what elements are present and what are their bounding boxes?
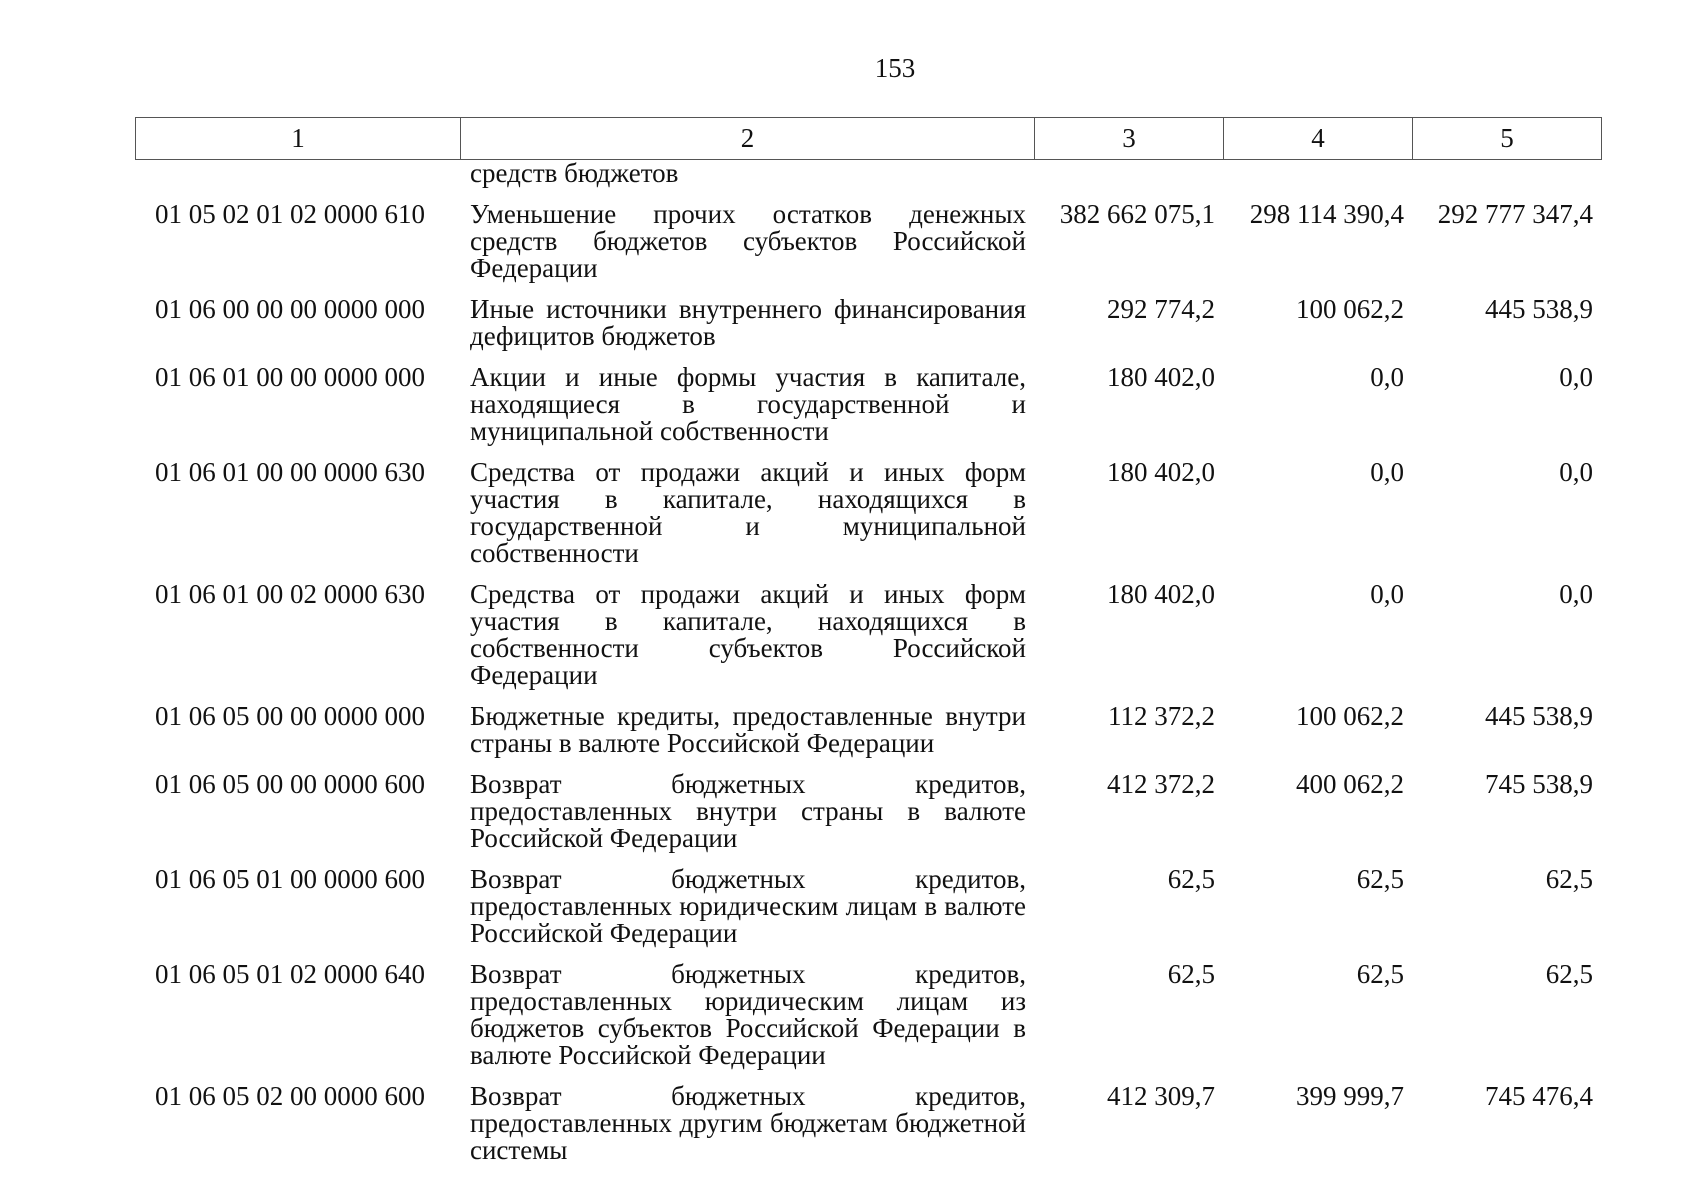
row-value-col5: 745 538,9 bbox=[1485, 769, 1593, 799]
row-value-col3: 62,5 bbox=[1167, 959, 1215, 989]
row-code: 01 06 01 00 00 0000 000 bbox=[155, 362, 425, 392]
row-code: 01 06 05 00 00 0000 600 bbox=[155, 769, 425, 799]
row-value-col5: 62,5 bbox=[1545, 864, 1593, 894]
row-description: Возврат бюджетных кредитов, предоставленных юридическим лицам в валюте Российской Федерации bbox=[470, 864, 1026, 948]
table-row bbox=[135, 567, 1601, 689]
row-value-col4: 62,5 bbox=[1356, 959, 1404, 989]
row-value-col5: 445 538,9 bbox=[1485, 701, 1593, 731]
row-value-col4: 400 062,2 bbox=[1296, 769, 1404, 799]
row-description: Бюджетные кредиты, предоставленные внутри страны в валюте Российской Федерации bbox=[470, 701, 1026, 758]
column-header-row bbox=[136, 118, 1602, 160]
row-value-col5: 445 538,9 bbox=[1485, 294, 1593, 324]
row-value-col4: 0,0 bbox=[1370, 579, 1404, 609]
row-value-col4: 62,5 bbox=[1356, 864, 1404, 894]
row-value-col4: 399 999,7 bbox=[1296, 1081, 1404, 1111]
row-code: 01 06 01 00 00 0000 630 bbox=[155, 457, 425, 487]
row-value-col5: 0,0 bbox=[1559, 579, 1593, 609]
row-description: Средства от продажи акций и иных форм участия в капитале, находящихся в государственной и муниципальной собственности bbox=[470, 457, 1026, 568]
table-row bbox=[135, 852, 1601, 947]
table-row bbox=[135, 350, 1601, 445]
column-header-4: 4 bbox=[1224, 118, 1413, 160]
table-row bbox=[135, 282, 1601, 350]
row-description: Акции и иные формы участия в капитале, находящиеся в государственной и муниципальной собственности bbox=[470, 362, 1026, 446]
row-code: 01 06 05 01 00 0000 600 bbox=[155, 864, 425, 894]
row-description: Иные источники внутреннего финансирования дефицитов бюджетов bbox=[470, 294, 1026, 351]
row-value-col4: 100 062,2 bbox=[1296, 294, 1404, 324]
row-description: Возврат бюджетных кредитов, предоставленных другим бюджетам бюджетной системы bbox=[470, 1081, 1026, 1165]
row-value-col4: 100 062,2 bbox=[1296, 701, 1404, 731]
row-value-col4: 298 114 390,4 bbox=[1249, 199, 1404, 229]
row-code: 01 06 01 00 02 0000 630 bbox=[155, 579, 425, 609]
row-value-col3: 382 662 075,1 bbox=[1059, 199, 1215, 229]
row-code: 01 06 05 00 00 0000 000 bbox=[155, 701, 425, 731]
row-value-col3: 62,5 bbox=[1167, 864, 1215, 894]
row-code: 01 06 05 02 00 0000 600 bbox=[155, 1081, 425, 1111]
row-code: 01 06 05 01 02 0000 640 bbox=[155, 959, 425, 989]
row-value-col5: 62,5 bbox=[1545, 959, 1593, 989]
table-row bbox=[135, 187, 1601, 282]
empty-code-cell bbox=[135, 160, 460, 187]
table-row bbox=[135, 445, 1601, 567]
row-value-col3: 412 372,2 bbox=[1107, 769, 1215, 799]
row-value-col4: 0,0 bbox=[1370, 362, 1404, 392]
table-row bbox=[135, 689, 1601, 757]
table-row bbox=[135, 947, 1601, 1069]
column-header-3: 3 bbox=[1035, 118, 1224, 160]
column-header-1: 1 bbox=[136, 118, 461, 160]
row-value-col3: 180 402,0 bbox=[1107, 579, 1215, 609]
continuation-text: средств бюджетов bbox=[470, 158, 679, 188]
row-value-col5: 0,0 bbox=[1559, 362, 1593, 392]
column-header-2: 2 bbox=[461, 118, 1035, 160]
column-header-5: 5 bbox=[1413, 118, 1602, 160]
row-description: Возврат бюджетных кредитов, предоставленных юридическим лицам из бюджетов субъектов Российской Федерации в валюте Российской Федерации bbox=[470, 959, 1026, 1070]
budget-table bbox=[135, 160, 1601, 1164]
column-header-table bbox=[135, 117, 1602, 160]
row-description: Средства от продажи акций и иных форм участия в капитале, находящихся в собственности субъектов Российской Федерации bbox=[470, 579, 1026, 690]
row-value-col3: 180 402,0 bbox=[1107, 362, 1215, 392]
row-description: Возврат бюджетных кредитов, предоставленных внутри страны в валюте Российской Федерации bbox=[470, 769, 1026, 853]
row-code: 01 06 00 00 00 0000 000 bbox=[155, 294, 425, 324]
row-value-col4: 0,0 bbox=[1370, 457, 1404, 487]
table-body bbox=[135, 160, 1601, 1164]
table-row bbox=[135, 1069, 1601, 1164]
row-value-col3: 412 309,7 bbox=[1107, 1081, 1215, 1111]
row-value-col3: 292 774,2 bbox=[1107, 294, 1215, 324]
row-value-col3: 180 402,0 bbox=[1107, 457, 1215, 487]
row-description: Уменьшение прочих остатков денежных средств бюджетов субъектов Российской Федерации bbox=[470, 199, 1026, 283]
row-value-col5: 745 476,4 bbox=[1485, 1081, 1593, 1111]
continuation-row bbox=[135, 160, 1601, 187]
page-number: 153 bbox=[874, 53, 916, 83]
row-value-col5: 0,0 bbox=[1559, 457, 1593, 487]
row-value-col3: 112 372,2 bbox=[1108, 701, 1215, 731]
row-value-col5: 292 777 347,4 bbox=[1437, 199, 1593, 229]
row-code: 01 05 02 01 02 0000 610 bbox=[155, 199, 425, 229]
table-row bbox=[135, 757, 1601, 852]
